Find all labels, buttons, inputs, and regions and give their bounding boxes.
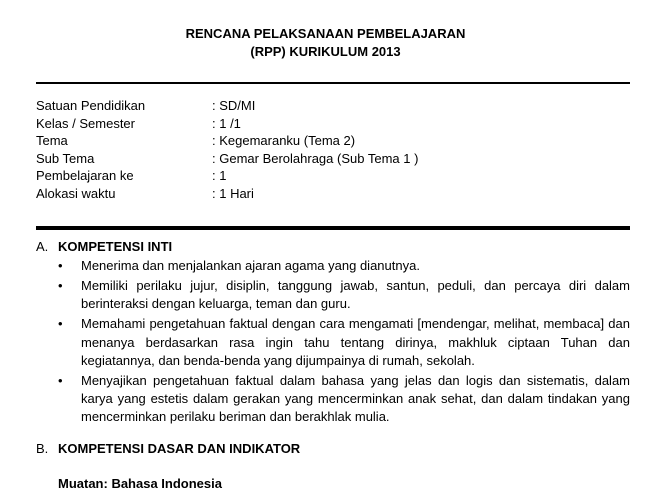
list-item: [58, 277, 630, 314]
info-value: : SD/MI: [212, 98, 256, 113]
bullet-icon: •: [58, 316, 63, 332]
list-item-text: Menyajikan pengetahuan faktual dalam bahasa yang jelas dan logis dan sistematis, dalam karya yang estetis dalam gerakan yang mencerminkan anak sehat, dan dalam tindakan yang mencerminkan perilaku beriman dan berakhlak mulia.: [81, 372, 630, 425]
info-label: Alokasi waktu: [36, 185, 116, 201]
info-value: : 1 /1: [212, 115, 241, 131]
info-value: : Gemar Berolahraga (Sub Tema 1 ): [212, 150, 419, 166]
list-item-text: Memiliki perilaku jujur, disiplin, tanggung jawab, santun, peduli, dan percaya diri dalam berinteraksi dengan keluarga, teman dan guru.: [81, 277, 630, 312]
info-value: : Kegemaranku (Tema 2): [212, 133, 356, 149]
section-title: KOMPETENSI INTI: [58, 239, 173, 254]
section-letter: A.: [36, 239, 49, 254]
bullet-icon: •: [58, 277, 63, 293]
info-label: Pembelajaran ke: [36, 168, 134, 184]
list-item-text: Menerima dan menjalankan ajaran agama yang dianutnya.: [81, 258, 420, 273]
section-letter: B.: [36, 441, 49, 456]
section-a-heading: [36, 238, 172, 256]
info-value: : 1: [212, 168, 227, 184]
document-title-line-2: (RPP) KURIKULUM 2013: [250, 44, 401, 59]
document-title-line-1: RENCANA PELAKSANAAN PEMBELAJARAN: [185, 26, 466, 41]
list-item: [58, 372, 630, 427]
list-item: [58, 315, 630, 370]
header-divider: [36, 82, 630, 84]
bullet-icon: •: [58, 258, 63, 273]
section-title: KOMPETENSI DASAR DAN INDIKATOR: [58, 441, 301, 456]
list-item: [58, 257, 630, 275]
section-b-heading: [36, 440, 300, 458]
muatan-subheading: Muatan: Bahasa Indonesia: [58, 476, 222, 491]
info-label: Sub Tema: [36, 150, 95, 166]
info-value: : 1 Hari: [212, 185, 254, 201]
section-divider: [36, 226, 630, 230]
bullet-icon: •: [58, 372, 63, 388]
info-label: Tema: [36, 133, 68, 149]
info-label: Kelas / Semester: [36, 115, 135, 131]
info-label: Satuan Pendidikan: [36, 98, 146, 113]
list-item-text: Memahami pengetahuan faktual dengan cara mengamati [mendengar, melihat, membaca] dan menanya berdasarkan rasa ingin tahu tentang dirinya, makhluk ciptaan Tuhan dan kegiatannya, dan benda-benda yang dijumpainya di rumah, sekolah.: [81, 316, 630, 368]
kompetensi-inti-list: [58, 257, 630, 428]
